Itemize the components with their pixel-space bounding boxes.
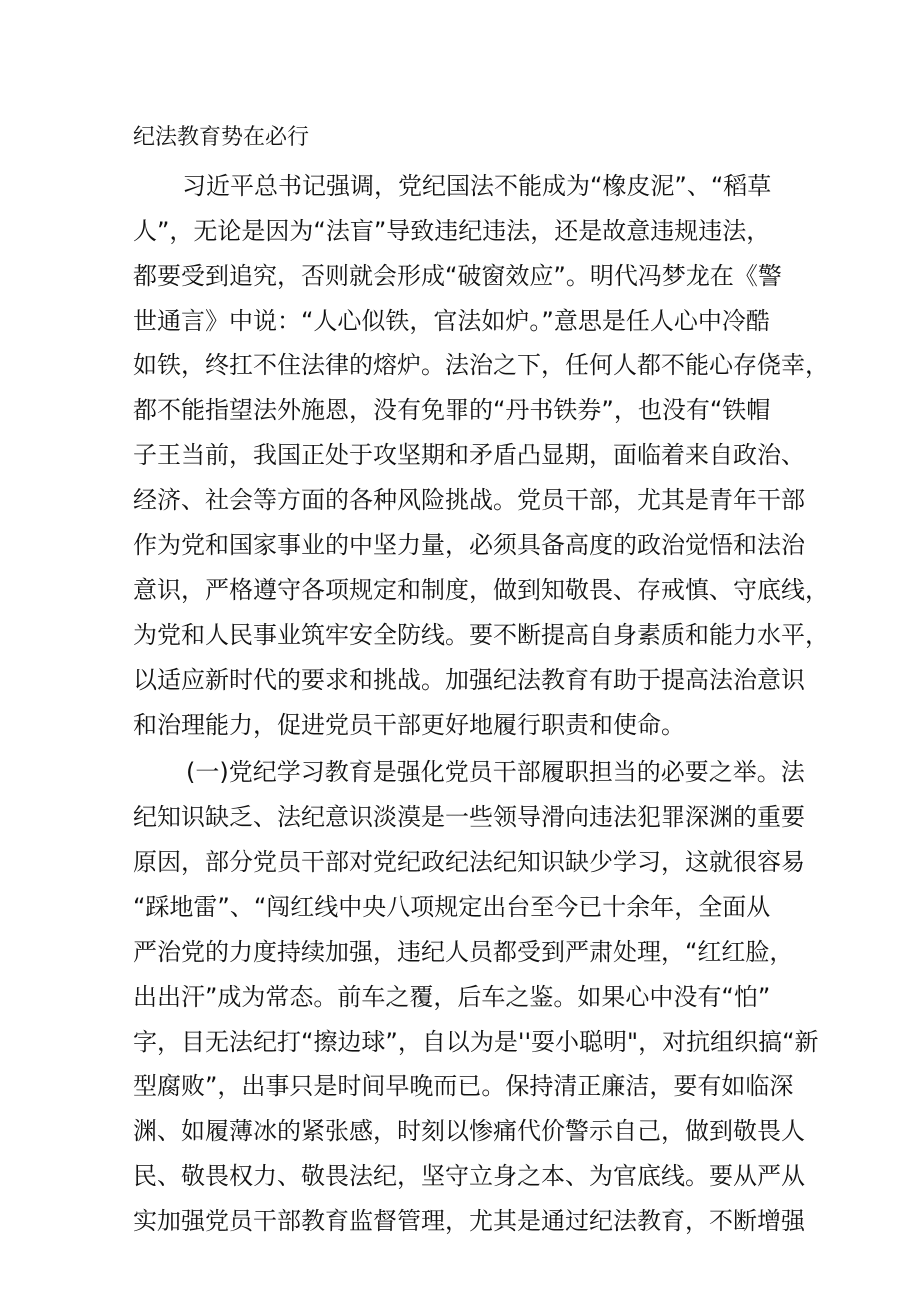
paragraph-2-line-10: 民、敬畏权力、敬畏法纪，坚守立身之本、为官底线。要从严从: [133, 1162, 805, 1190]
paragraph-1-line-4: 世通言》中说：“人心似铁，官法如炉。”意思是任人心中冷酷: [133, 307, 770, 335]
paragraph-1-line-8: 经济、社会等方面的各种风险挑战。党员干部，尤其是青年干部: [133, 486, 805, 514]
paragraph-2-line-6: 出出汗”成为常态。前车之覆，后车之鉴。如果心中没有“怕”: [133, 983, 771, 1011]
paragraph-1-line-11: 为党和人民事业筑牢安全防线。要不断提高自身素质和能力水平，: [133, 621, 829, 649]
paragraph-1-line-10: 意识，严格遵守各项规定和制度，做到知敬畏、存戒慎、守底线，: [133, 576, 829, 604]
paragraph-2-line-9: 渊、如履薄冰的紧张感，时刻以惨痛代价警示自己，做到敬畏人: [133, 1117, 805, 1145]
paragraph-1-line-3: 都要受到追究，否则就会形成“破窗效应”。明代冯梦龙在《警: [133, 262, 782, 290]
paragraph-1-line-12: 以适应新时代的要求和挑战。加强纪法教育有助于提高法治意识: [133, 666, 805, 694]
paragraph-2-line-4: “踩地雷”、“闯红线中央八项规定出台至今已十余年，全面从: [133, 893, 771, 921]
paragraph-1-line-5: 如铁，终扛不住法律的熔炉。法治之下，任何人都不能心存侥幸，: [133, 351, 829, 379]
paragraph-1-line-2: 人”，无论是因为“法盲”导致违纪违法，还是故意违规违法，: [133, 217, 771, 245]
paragraph-1-line-13: 和治理能力，促进党员干部更好地履行职责和使命。: [133, 711, 685, 739]
paragraph-2-line-5: 严治党的力度持续加强，违纪人员都受到严肃处理，“红红脸，: [133, 938, 794, 966]
paragraph-1-line-6: 都不能指望法外施恩，没有免罪的“丹书铁券”，也没有“铁帽: [133, 396, 771, 424]
paragraph-2-line-8: 型腐败”，出事只是时间早晚而已。保持清正廉洁，要有如临深: [133, 1072, 794, 1100]
paragraph-1-line-1: 习近平总书记强调，党纪国法不能成为“橡皮泥”、“稻草: [182, 172, 772, 200]
paragraph-1-line-9: 作为党和国家事业的中坚力量，必须具备高度的政治觉悟和法治: [133, 531, 805, 559]
paragraph-2-line-3: 原因，部分党员干部对党纪政纪法纪知识缺少学习，这就很容易: [133, 848, 805, 876]
paragraph-2-line-1: (一)党纪学习教育是强化党员干部履职担当的必要之举。法: [186, 758, 805, 786]
paragraph-2-line-11: 实加强党员干部教育监督管理，尤其是通过纪法教育，不断增强: [133, 1207, 805, 1235]
paragraph-2-line-2: 纪知识缺乏、法纪意识淡漠是一些领导滑向违法犯罪深渊的重要: [133, 803, 805, 831]
document-title: 纪法教育势在必行: [133, 125, 310, 150]
paragraph-2-line-7: 字，目无法纪打“擦边球”，自以为是''耍小聪明"，对抗组织搞“新: [133, 1028, 819, 1056]
paragraph-1-line-7: 子王当前，我国正处于攻坚期和矛盾凸显期，面临着来自政治、: [133, 441, 805, 469]
